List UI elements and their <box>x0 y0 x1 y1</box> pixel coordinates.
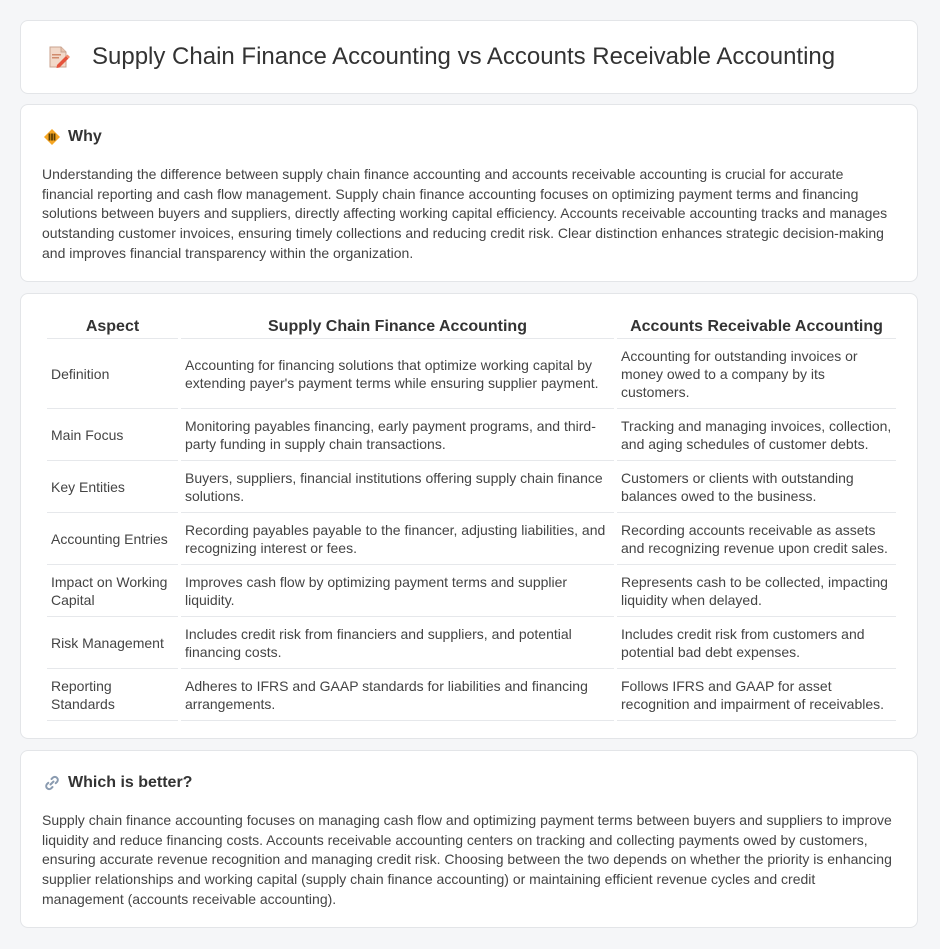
aspect-cell: Accounting Entries <box>47 513 178 565</box>
scf-cell: Buyers, suppliers, financial institutions offering supply chain finance solutions. <box>181 461 614 513</box>
comparison-table <box>44 316 899 721</box>
scf-cell: Monitoring payables financing, early payment programs, and third-party funding in supply chain transactions. <box>181 409 614 461</box>
scf-cell: Adheres to IFRS and GAAP standards for liabilities and financing arrangements. <box>181 669 614 721</box>
ar-cell: Accounting for outstanding invoices or money owed to a company by its customers. <box>617 339 896 409</box>
better-text: Supply chain finance accounting focuses on managing cash flow and optimizing payment terms between buyers and suppliers to improve liquidity and reduce financing costs. Accounts receivable accounting centers on tracking and collecting payments owed by customers, ensuring accurate revenue recognition and managing credit risk. Choosing between the two depends on whether the priority is enhancing supplier relationships and working capital (supply chain finance accounting) or maintaining efficient revenue cycles and credit management (accounts receivable accounting). <box>42 812 892 907</box>
aspect-cell: Definition <box>47 339 178 409</box>
ar-cell: Follows IFRS and GAAP for asset recognition and impairment of receivables. <box>617 669 896 721</box>
document-pencil-icon <box>48 45 70 69</box>
ar-cell: Represents cash to be collected, impacting liquidity when delayed. <box>617 565 896 617</box>
table-row <box>47 513 896 565</box>
aspect-cell: Key Entities <box>47 461 178 513</box>
link-icon <box>43 774 61 792</box>
why-title: Why <box>68 128 102 145</box>
table-row <box>47 565 896 617</box>
column-header: Supply Chain Finance Accounting <box>181 316 614 339</box>
which-is-better-section <box>20 750 918 928</box>
aspect-cell: Risk Management <box>47 617 178 669</box>
ar-cell: Recording accounts receivable as assets and recognizing revenue upon credit sales. <box>617 513 896 565</box>
better-heading <box>43 774 192 792</box>
table-row <box>47 339 896 409</box>
page-title: Supply Chain Finance Accounting vs Accounts Receivable Accounting <box>92 43 836 70</box>
column-header: Accounts Receivable Accounting <box>617 316 896 339</box>
ar-cell: Customers or clients with outstanding balances owed to the business. <box>617 461 896 513</box>
table-row <box>47 669 896 721</box>
scf-cell: Includes credit risk from financiers and suppliers, and potential financing costs. <box>181 617 614 669</box>
scf-cell: Improves cash flow by optimizing payment terms and supplier liquidity. <box>181 565 614 617</box>
table-header-row <box>47 316 896 339</box>
ar-cell: Includes credit risk from customers and potential bad debt expenses. <box>617 617 896 669</box>
ar-cell: Tracking and managing invoices, collection, and aging schedules of customer debts. <box>617 409 896 461</box>
why-text: Understanding the difference between supply chain finance accounting and accounts receivable accounting is crucial for accurate financial reporting and cash flow management. Supply chain finance accounting focuses on optimizing payment terms and financing solutions between buyers and suppliers, directly affecting working capital efficiency. Accounts receivable accounting tracks and manages outstanding customer invoices, ensuring timely collections and reducing credit risk. Clear distinction enhances strategic decision-making and improves financial transparency within the organization. <box>42 166 888 261</box>
table-row <box>47 461 896 513</box>
why-heading <box>43 128 102 146</box>
aspect-cell: Impact on Working Capital <box>47 565 178 617</box>
why-section <box>20 104 918 282</box>
scf-cell: Accounting for financing solutions that optimize working capital by extending payer's payment terms while ensuring supplier payment. <box>181 339 614 409</box>
column-header: Aspect <box>47 316 178 339</box>
aspect-cell: Main Focus <box>47 409 178 461</box>
better-title: Which is better? <box>68 774 193 791</box>
diamond-warning-icon <box>43 128 61 146</box>
table-row <box>47 409 896 461</box>
table-row <box>47 617 896 669</box>
aspect-cell: Reporting Standards <box>47 669 178 721</box>
comparison-card <box>20 293 918 739</box>
scf-cell: Recording payables payable to the financer, adjusting liabilities, and recognizing interest or fees. <box>181 513 614 565</box>
title-card <box>20 20 918 94</box>
